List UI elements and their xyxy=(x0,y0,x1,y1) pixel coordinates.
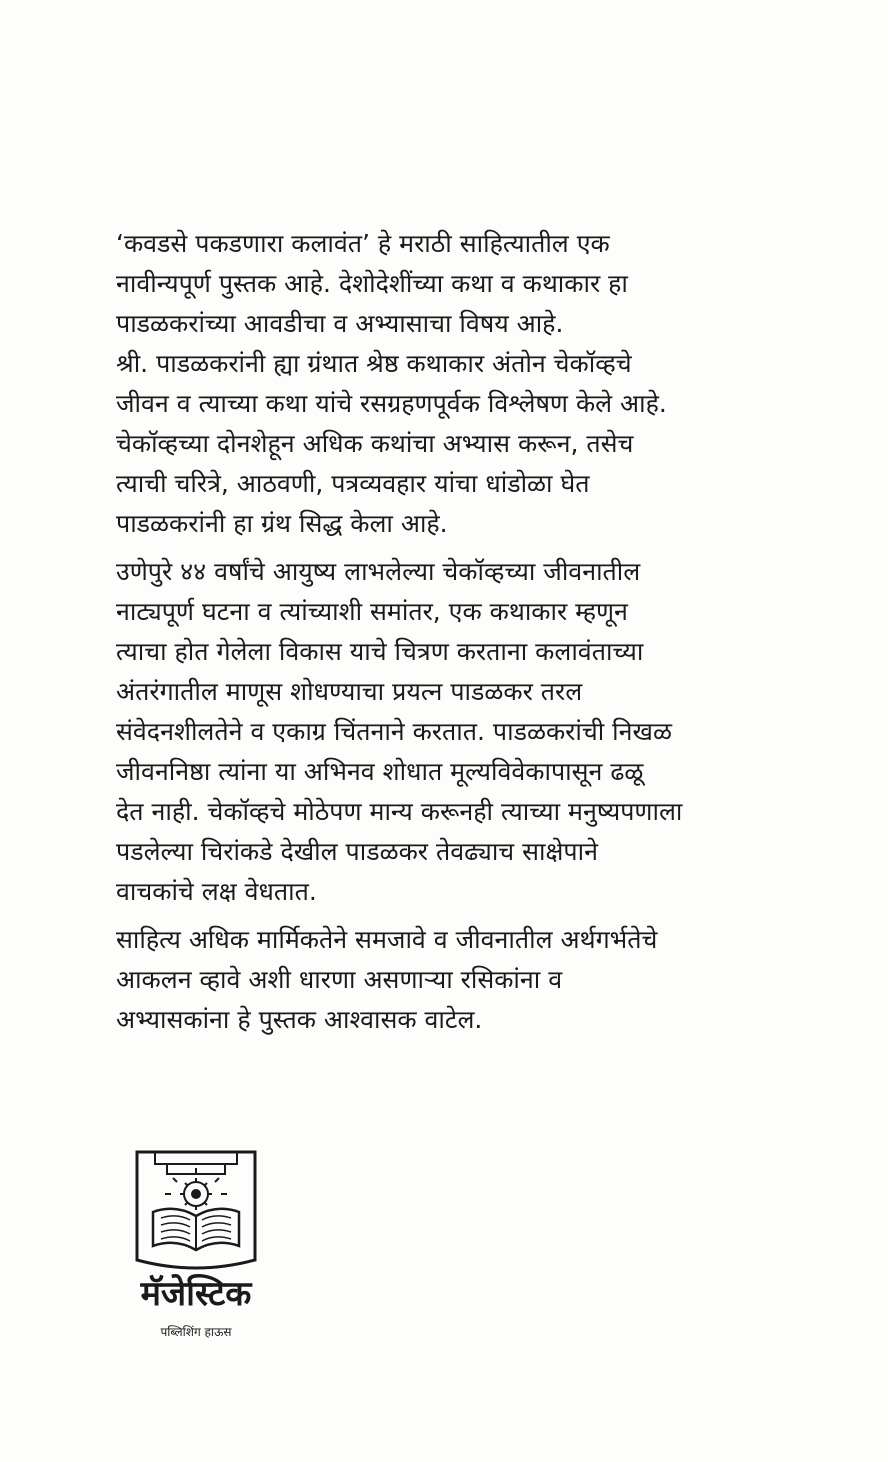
blurb-line: आकलन व्हावे अशी धारणा असणाऱ्या रसिकांना व xyxy=(116,965,563,994)
open-book-emblem-icon xyxy=(133,1148,259,1274)
publisher-logo xyxy=(116,1148,276,1358)
blurb-line: उणेपुरे ४४ वर्षांचे आयुष्य लाभलेल्या चेकॉव्हच्या जीवनातील xyxy=(116,557,641,586)
blurb-line: पाडळकरांनी हा ग्रंथ सिद्ध केला आहे. xyxy=(116,509,448,538)
blurb-paragraph xyxy=(116,224,756,544)
blurb-line: जीवन व त्याच्या कथा यांचे रसग्रहणपूर्वक विश्लेषण केले आहे. xyxy=(116,389,667,418)
blurb-line: संवेदनशीलतेने व एकाग्र चिंतनाने करतात. पाडळकरांची निखळ xyxy=(116,717,672,746)
blurb-line: जीवननिष्ठा त्यांना या अभिनव शोधात मूल्यविवेकापासून ढळू xyxy=(116,757,644,786)
blurb-line: नाट्यपूर्ण घटना व त्यांच्याशी समांतर, एक कथाकार म्हणून xyxy=(116,597,628,626)
blurb-text xyxy=(116,224,756,1048)
blurb-line: श्री. पाडळकरांनी ह्या ग्रंथात श्रेष्ठ कथाकार अंतोन चेकॉव्हचे xyxy=(116,349,632,378)
blurb-line: वाचकांचे लक्ष वेधतात. xyxy=(116,877,317,906)
blurb-paragraph xyxy=(116,920,756,1040)
blurb-line: चेकॉव्हच्या दोनशेहून अधिक कथांचा अभ्यास करून, तसेच xyxy=(116,429,634,458)
blurb-line: नावीन्यपूर्ण पुस्तक आहे. देशोदेशींच्या कथा व कथाकार हा xyxy=(116,269,628,298)
blurb-line: देत नाही. चेकॉव्हचे मोठेपण मान्य करूनही त्याच्या मनुष्यपणाला xyxy=(116,797,683,826)
blurb-line: अभ्यासकांना हे पुस्तक आश्वासक वाटेल. xyxy=(116,1005,483,1034)
publisher-subtitle: पब्लिशिंग हाऊस xyxy=(160,1325,232,1339)
blurb-line: पाडळकरांच्या आवडीचा व अभ्यासाचा विषय आहे. xyxy=(116,309,564,338)
blurb-line: त्याची चरित्रे, आठवणी, पत्रव्यवहार यांचा धांडोळा घेत xyxy=(116,469,590,498)
blurb-line: ‘कवडसे पकडणारा कलावंत’ हे मराठी साहित्यातील एक xyxy=(116,229,610,258)
publisher-name: मॅजेस्टिक xyxy=(140,1274,252,1314)
blurb-line: त्याचा होत गेलेला विकास याचे चित्रण करताना कलावंताच्या xyxy=(116,637,644,666)
blurb-line: पडलेल्या चिरांकडे देखील पाडळकर तेवढ्याच साक्षेपाने xyxy=(116,837,598,866)
blurb-line: अंतरंगातील माणूस शोधण्याचा प्रयत्न पाडळकर तरल xyxy=(116,677,583,706)
blurb-line: साहित्य अधिक मार्मिकतेने समजावे व जीवनातील अर्थगर्भतेचे xyxy=(116,925,658,954)
blurb-paragraph xyxy=(116,552,756,912)
